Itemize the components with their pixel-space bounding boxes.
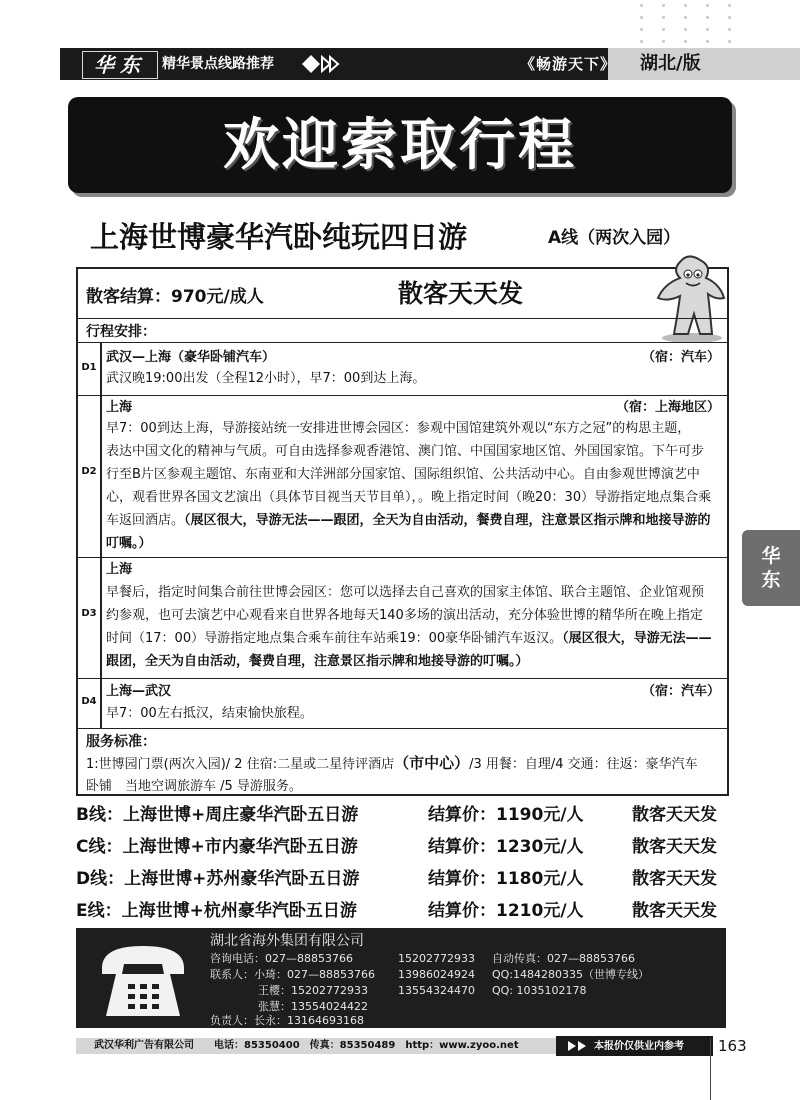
decorative-dot-grid xyxy=(640,0,750,44)
day-tag: D1 xyxy=(81,362,97,373)
route-note: 散客天天发 xyxy=(632,805,717,825)
edition-label: 湖北/版 xyxy=(640,53,701,74)
side-tab-line: 华 xyxy=(761,545,781,567)
day-text: 早7：00左右抵汉，结束愉快旅程。 xyxy=(106,706,313,721)
contact-text: QQ: 1035102178 xyxy=(492,984,587,997)
contact-text: 负责人：长永：13164693168 xyxy=(210,1014,364,1027)
divider xyxy=(76,557,727,558)
service-part: /3 用餐：自理/4 交通：往返：豪华汽车 xyxy=(469,757,698,772)
route-name: C线：上海世博+市内豪华汽卧五日游 xyxy=(76,837,358,857)
page-number: 163 xyxy=(718,1037,747,1055)
route-name: E线：上海世博+杭州豪华汽卧五日游 xyxy=(76,901,357,921)
day-text xyxy=(106,510,711,532)
overnight-note: （宿：上海地区） xyxy=(615,400,720,415)
day-text-part: 车返回酒店。 xyxy=(106,513,185,528)
day-text: 表达中国文化的精神与气质。可自由选择参观香港馆、澳门馆、中国国家地区馆、外国国家馆。下午可步 xyxy=(106,444,705,459)
day-note-bold: （展区很大，导游无法—— xyxy=(562,631,712,646)
route-item xyxy=(76,800,736,830)
day-column xyxy=(78,343,102,728)
route-price: 结算价：1210元/人 xyxy=(428,901,584,921)
day-text: 约参观，也可去演艺中心观看来自世界各地每天140多场的演出活动，充分体验世博的精华所在晚上指定 xyxy=(106,608,703,623)
day-note-bold: 叮嘱。） xyxy=(106,536,152,551)
contact-text: 13554324470 xyxy=(398,984,475,997)
day-text-part: 时间（17：00）导游指定地点集合乘车前往车站乘19：00豪华卧铺汽车返汉。 xyxy=(106,631,563,646)
contact-text: 自动传真：027—88853766 xyxy=(492,952,635,965)
day-text xyxy=(106,533,152,555)
region-side-tab xyxy=(742,530,800,606)
route-name: D线：上海世博+苏州豪华汽卧五日游 xyxy=(76,869,360,889)
divider xyxy=(76,318,727,319)
day-heading: 武汉—上海（豪华卧铺汽车） xyxy=(106,350,276,365)
side-tab-line: 东 xyxy=(761,569,781,591)
margin-line xyxy=(710,1038,711,1100)
day-text: 早7：00到达上海，导游接站统一安排进世博会园区：参观中国馆建筑外观以“东方之冠”的构思主题， xyxy=(106,421,691,436)
route-name: B线：上海世博+周庄豪华汽卧五日游 xyxy=(76,805,359,825)
day-text: 早餐后，指定时间集合前往世博会园区：您可以选择去自己喜欢的国家主体馆、联合主题馆、企业馆观预 xyxy=(106,585,705,600)
schedule-label: 行程安排： xyxy=(86,324,156,340)
route-item xyxy=(76,896,736,926)
double-arrow-icon xyxy=(566,1040,590,1052)
day-note-bold: （展区很大，导游无法——跟团，全天为自由活动，餐费自理，注意景区指示牌和地接导游的 xyxy=(184,513,711,528)
day-tag: D3 xyxy=(81,608,97,619)
day-note-bold: 跟团，全天为自由活动，餐费自理，注意景区指示牌和地接导游的叮嘱。） xyxy=(106,654,529,669)
route-price: 结算价：1190元/人 xyxy=(428,805,584,825)
day-heading: 上海 xyxy=(106,400,133,415)
overnight-note: （宿：汽车） xyxy=(641,350,720,365)
day-text: 行至B片区参观主题馆、东南亚和大洋洲部分国家馆、国际组织馆、公共活动中心。自由参观世博演艺中 xyxy=(106,467,700,482)
mascot-icon xyxy=(650,254,732,344)
magazine-name: 《畅游天下》 xyxy=(520,55,617,73)
footer-note: 本报价仅供业内参考 xyxy=(594,1041,684,1052)
day-text: 心，观看世界各国文艺演出（具体节目视当天节目单），。晚上指定时间（晚20：30）导游指定地点集合乘 xyxy=(106,490,712,505)
day-tag: D2 xyxy=(81,466,97,477)
route-price: 结算价：1180元/人 xyxy=(428,869,584,889)
contact-text: 王樱：15202772933 xyxy=(258,984,368,997)
day-text: 武汉晚19:00出发（全程12小时），早7：00到达上海。 xyxy=(106,371,426,386)
divider xyxy=(76,678,727,679)
service-line-2: 卧铺 当地空调旅游车 /5 导游服务。 xyxy=(86,779,302,794)
service-label: 服务标准： xyxy=(86,734,156,750)
header-tagline: 精华景点线路推荐 xyxy=(162,56,274,72)
service-highlight: （市中心） xyxy=(394,754,470,772)
divider xyxy=(76,728,727,729)
contact-text: 15202772933 xyxy=(398,952,475,965)
day-tag: D4 xyxy=(81,696,97,707)
price-line xyxy=(86,283,264,311)
diamond-arrow-icon xyxy=(300,53,340,75)
price-value: 970元/成人 xyxy=(171,287,264,307)
banner-title: 欢迎索取行程 xyxy=(223,112,577,178)
contact-text: QQ:1484280335（世博专线） xyxy=(492,968,650,981)
tour-title: 上海世博豪华汽卧纯玩四日游 xyxy=(90,220,468,254)
telephone-icon xyxy=(96,938,190,1022)
route-item xyxy=(76,864,736,894)
day-text xyxy=(106,628,712,650)
overnight-note: （宿：汽车） xyxy=(641,684,720,699)
route-price: 结算价：1230元/人 xyxy=(428,837,584,857)
tour-subtitle: A线（两次入园） xyxy=(548,228,681,248)
divider xyxy=(76,395,727,396)
route-note: 散客天天发 xyxy=(632,837,717,857)
route-note: 散客天天发 xyxy=(632,901,717,921)
service-text xyxy=(86,752,722,798)
footer-publisher: 武汉华利广告有限公司 电话：85350400 传真：85350489 http：www.zyoo.net xyxy=(94,1040,519,1051)
day-heading: 上海—武汉 xyxy=(106,684,172,699)
divider xyxy=(76,342,727,343)
contact-text: 咨询电话：027—88853766 xyxy=(210,952,353,965)
day-heading: 上海 xyxy=(106,562,133,577)
route-item xyxy=(76,832,736,862)
company-name: 湖北省海外集团有限公司 xyxy=(210,933,364,949)
price-label: 散客结算： xyxy=(86,287,171,307)
service-line-1 xyxy=(86,752,722,776)
day-text xyxy=(106,651,529,673)
route-note: 散客天天发 xyxy=(632,869,717,889)
service-part: 1:世博园门票(两次入园)/ 2 住宿:二星或二星待评酒店 xyxy=(86,757,395,772)
daily-departure: 散客天天发 xyxy=(398,279,524,308)
contact-text: 13986024924 xyxy=(398,968,475,981)
contact-text: 联系人：小琦：027—88853766 xyxy=(210,968,375,981)
contact-text: 张慧：13554024422 xyxy=(258,1000,368,1013)
section-logo: 华东 xyxy=(82,51,158,79)
